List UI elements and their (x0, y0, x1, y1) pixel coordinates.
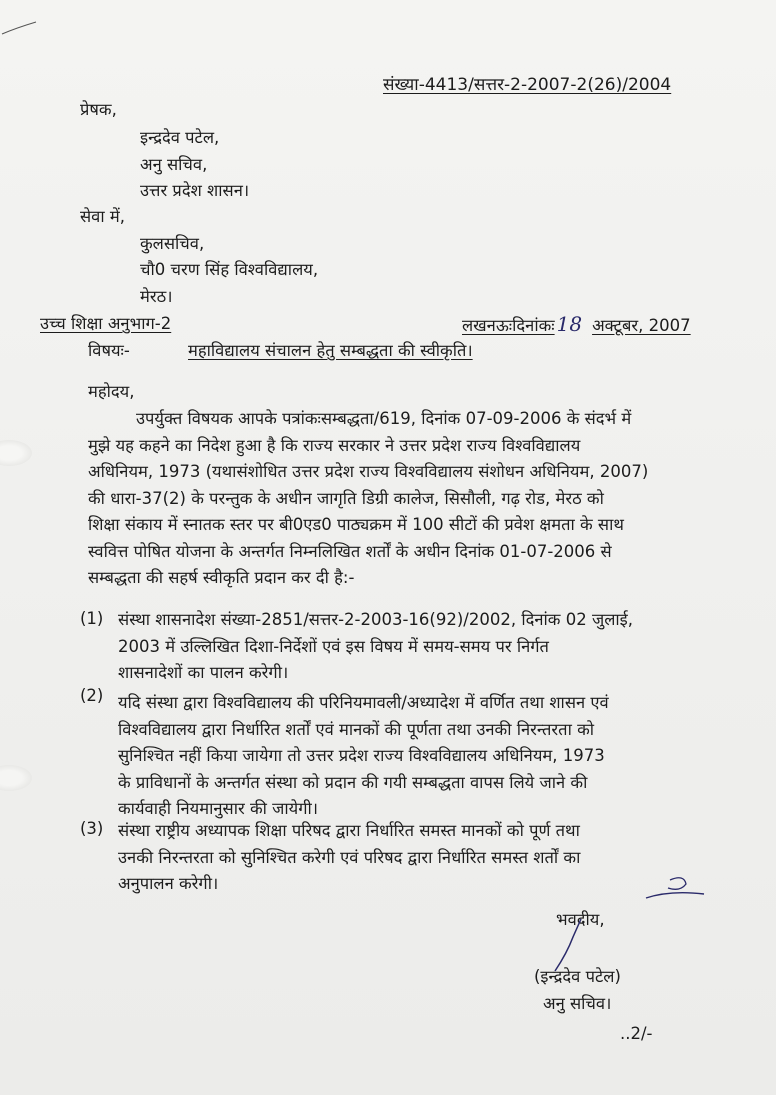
condition-line: संस्था राष्ट्रीय अध्यापक शिक्षा परिषद द्वारा निर्धारित समस्त मानकों को पूर्ण तथा (118, 821, 580, 840)
closing: भवदीय, (556, 910, 605, 929)
recipient-label: सेवा में, (80, 207, 125, 226)
sender-office: उत्तर प्रदेश शासन। (140, 181, 250, 200)
body-line: उपर्युक्त विषयक आपके पत्रांकःसम्बद्धता/619, दिनांक 07-09-2006 के संदर्भ में (136, 409, 632, 428)
signatory-designation: अनु सचिव। (543, 994, 612, 1013)
body-line: स्ववित्त पोषित योजना के अन्तर्गत निम्नलिखित शर्तों के अधीन दिनांक 01-07-2006 से (88, 541, 612, 561)
reference-number: संख्या-4413/सत्तर-2-2007-2(26)/2004 (383, 75, 672, 95)
condition-line: उनकी निरन्तरता को सुनिश्चित करेगी एवं परिषद द्वारा निर्धारित समस्त शर्तों का (118, 847, 581, 867)
condition-1 (118, 607, 698, 687)
section-name: उच्च शिक्षा अनुभाग-2 (40, 314, 172, 333)
date-prefix: लखनऊःदिनांकः (462, 316, 555, 335)
body-line: की धारा-37(2) के परन्तुक के अधीन जागृति डिग्री कालेज, सिसौली, गढ़ रोड, मेरठ को (88, 488, 604, 508)
body-paragraph (88, 406, 702, 592)
sender-designation: अनु सचिव, (140, 155, 208, 174)
body-line: अधिनियम, 1973 (यथासंशोधित उत्तर प्रदेश राज्य विश्वविद्यालय संशोधन अधिनियम, 2007) (88, 462, 649, 481)
body-line: मुझे यह कहने का निदेश हुआ है कि राज्य सरकार ने उत्तर प्रदेश राज्य विश्वविद्यालय (88, 435, 581, 455)
condition-line: यदि संस्था द्वारा विश्वविद्यालय की परिनियमावली/अध्यादेश में वर्णित तथा शासन एवं (118, 693, 609, 712)
condition-2 (118, 690, 698, 823)
body-line: शिक्षा संकाय में स्नातक स्तर पर बी0एड0 पाठ्यक्रम में 100 सीटों की प्रवेश क्षमता के साथ (88, 515, 624, 534)
corner-mark (0, 18, 40, 38)
signatory-name: (इन्द्रदेव पटेल) (534, 967, 621, 986)
condition-line: कार्यवाही नियमानुसार की जायेगी। (118, 799, 319, 818)
condition-number: (3) (80, 819, 104, 838)
recipient-designation: कुलसचिव, (140, 234, 205, 253)
page-marker: ..2/- (620, 1024, 653, 1043)
punch-hole-top (0, 440, 32, 466)
subject-label: विषयः- (88, 341, 130, 360)
letter-date (462, 314, 691, 336)
subject-text: महाविद्यालय संचालन हेतु सम्बद्धता की स्वीकृति। (188, 341, 473, 360)
date-day: 18 (556, 312, 583, 336)
condition-line: अनुपालन करेगी। (118, 874, 219, 893)
recipient-institution: चौ0 चरण सिंह विश्वविद्यालय, (140, 260, 319, 279)
condition-line: शासनादेशों का पालन करेगी। (118, 663, 289, 682)
condition-line: सुनिश्चित नहीं किया जायेगा तो उत्तर प्रदेश राज्य विश्वविद्यालय अधिनियम, 1973 (118, 746, 605, 765)
body-line: सम्बद्धता की सहर्ष स्वीकृति प्रदान कर दी है:- (88, 568, 355, 587)
sender-label: प्रेषक, (80, 100, 117, 119)
condition-line: 2003 में उल्लिखित दिशा-निर्देशों एवं इस विषय में समय-समय पर निर्गत (118, 636, 549, 656)
recipient-city: मेरठ। (140, 287, 173, 306)
salutation: महोदय, (88, 382, 135, 401)
condition-3 (118, 818, 698, 898)
condition-line: के प्राविधानों के अन्तर्गत संस्था को प्रदान की गयी सम्बद्धता वापस लिये जाने की (118, 772, 588, 792)
condition-line: विश्वविद्यालय द्वारा निर्धारित शर्तों एवं मानकों की पूर्णता तथा उनकी निरन्तरता को (118, 719, 595, 739)
condition-number: (2) (80, 686, 104, 705)
pen-mark (640, 868, 710, 908)
punch-hole-bottom (0, 765, 32, 791)
condition-line: संस्था शासनादेश संख्या-2851/सत्तर-2-2003-16(92)/2002, दिनांक 02 जुलाई, (118, 610, 633, 629)
condition-number: (1) (80, 609, 104, 628)
sender-name: इन्द्रदेव पटेल, (140, 128, 220, 147)
date-month-year: अक्टूबर, 2007 (592, 316, 691, 335)
